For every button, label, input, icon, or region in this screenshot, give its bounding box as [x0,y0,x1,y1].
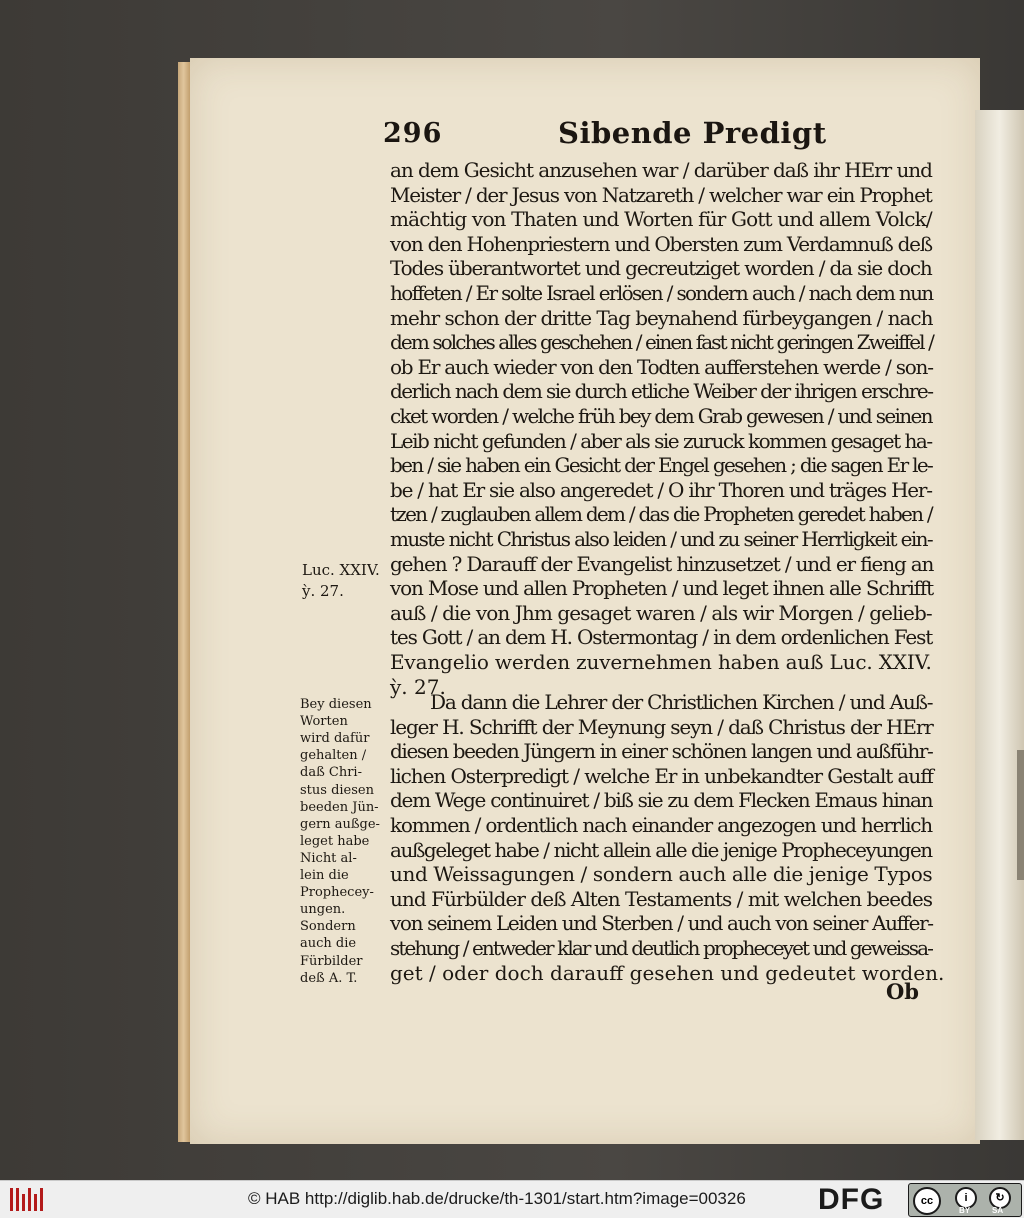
margin-note-line: Fürbilder [300,953,363,969]
text-line: hoffeten / Er solte Israel erlösen / sondern auch / nach dem nun [390,281,933,305]
license-by-label: BY [959,1206,971,1215]
text-line: Meister / der Jesus von Natzareth / welcher war ein Prophet [390,182,932,207]
text-line: auß / die von Jhm gesaget waren / als wir Morgen / gelieb- [390,600,932,625]
text-line: mächtig von Thaten und Worten für Gott und allem Volck/ [390,207,932,232]
margin-note-line: Prophecey- [300,885,374,901]
facing-page-edge [975,110,1024,1140]
margin-note-line: Bey diesen [300,697,372,712]
cc-icon: cc [913,1187,941,1215]
running-head: Sibende Predigt [558,116,827,150]
text-line: stehung / entweder klar und deutlich propheceyet und geweissa- [390,936,932,960]
margin-note-line: ungen. [300,902,346,918]
dfg-logo[interactable]: DFG [818,1183,885,1216]
text-line: Da dann die Lehrer der Christlichen Kirchen / und Auß- [430,690,933,714]
text-line: get / oder doch darauff gesehen und gedeutet worden. [390,960,945,985]
margin-note-line: beeden Jün- [300,799,379,815]
text-line: ob Er auch wieder von den Todten aufferstehen werde / son- [390,354,933,379]
attribution-icon: i [955,1187,977,1209]
text-line: gehen ? Darauff der Evangelist hinzusetzet / und er fieng an [390,551,934,576]
text-line: und Fürbülder deß Alten Testaments / mit welchen beedes [390,886,933,911]
margin-note-line: wird dafür [300,731,370,747]
margin-note-line: Sondern [300,919,356,935]
margin-note-line: daß Chri- [300,765,362,781]
text-line: kommen / ordentlich nach einander angezogen und herrlich [390,813,932,837]
text-line: lichen Osterpredigt / welche Er in unbekandter Gestalt auff [390,763,933,788]
text-line: tzen / zuglauben allem dem / das die Propheten geredet haben / [390,502,932,527]
license-sa-label: SA [992,1206,1004,1215]
text-line: leger H. Schrifft der Meynung seyn / daß Christus der HErr [390,714,933,739]
hab-logo[interactable] [8,1185,48,1214]
text-line: dem solches alles geschehen / einen fast nicht geringen Zweiffel / [390,330,933,355]
margin-note-line: gehalten / [300,748,367,764]
margin-note-line: gern außge- [300,816,380,832]
footer-bar [0,1180,1024,1218]
text-line: ỳ. 27. [390,674,446,699]
text-line: von den Hohenpriestern und Obersten zum Verdamnuß deß [390,231,932,256]
text-line: derlich nach dem sie durch etliche Weiber der ihrigen erschre- [390,379,933,404]
margin-reference-verse: ỳ. 27. [302,582,344,600]
text-line: mehr schon der dritte Tag beynahend fürbeygangen / nach [390,305,933,330]
footer-source-link[interactable]: © HAB http://diglib.hab.de/drucke/th-1301/start.htm?image=00326 [248,1189,746,1208]
text-line: ben / sie haben ein Gesicht der Engel gesehen ; die sagen Er le- [390,453,933,478]
text-line: diesen beeden Jüngern in einer schönen langen und außführ- [390,739,933,764]
margin-note-line: lein die [300,868,349,883]
text-line: tes Gott / an dem H. Ostermontag / in dem ordenlichen Fest [390,625,933,650]
margin-reference-luke: Luc. XXIV. [302,561,380,579]
text-line: an dem Gesicht anzusehen war / darüber daß ihr HErr und [390,158,932,182]
margin-note-line: stus diesen [300,782,374,798]
text-line: und Weissagungen / sondern auch alle die jenige Typos [390,862,933,887]
text-line: Todes überantwortet und gecreutziget worden / da sie doch [390,256,932,281]
text-line: von seinem Leiden und Sterben / und auch von seiner Auffer- [390,911,933,936]
text-line: von Mose und allen Propheten / und leget ihnen alle Schrifft [390,576,933,601]
margin-note-line: Worten [300,714,348,730]
margin-note-line: auch die [300,936,357,952]
text-line: dem Wege continuiret / biß sie zu dem Flecken Emaus hinan [390,788,933,813]
margin-note-line: Nicht al- [300,850,357,866]
text-line: Leib nicht gefunden / aber als sie zuruck kommen gesaget ha- [390,428,932,453]
text-line: muste nicht Christus also leiden / und zu seiner Herrligkeit ein- [390,527,933,551]
share-alike-icon: ↻ [989,1187,1011,1209]
text-line: be / hat Er sie also angeredet / O ihr Thoren und träges Her- [390,477,932,502]
cc-license-badge[interactable] [908,1183,1022,1217]
catchword: Ob [886,979,919,1004]
text-line: cket worden / welche früh bey dem Grab gewesen / und seinen [390,404,932,428]
text-line: Evangelio werden zuvernehmen haben auß Luc. XXIV. [390,650,932,674]
text-line: außgeleget habe / nicht allein alle die jenige Propheceyungen [390,837,932,862]
margin-note-line: deß A. T. [300,970,358,986]
margin-note-line: leget habe [300,833,370,849]
page-number: 296 [383,118,443,149]
